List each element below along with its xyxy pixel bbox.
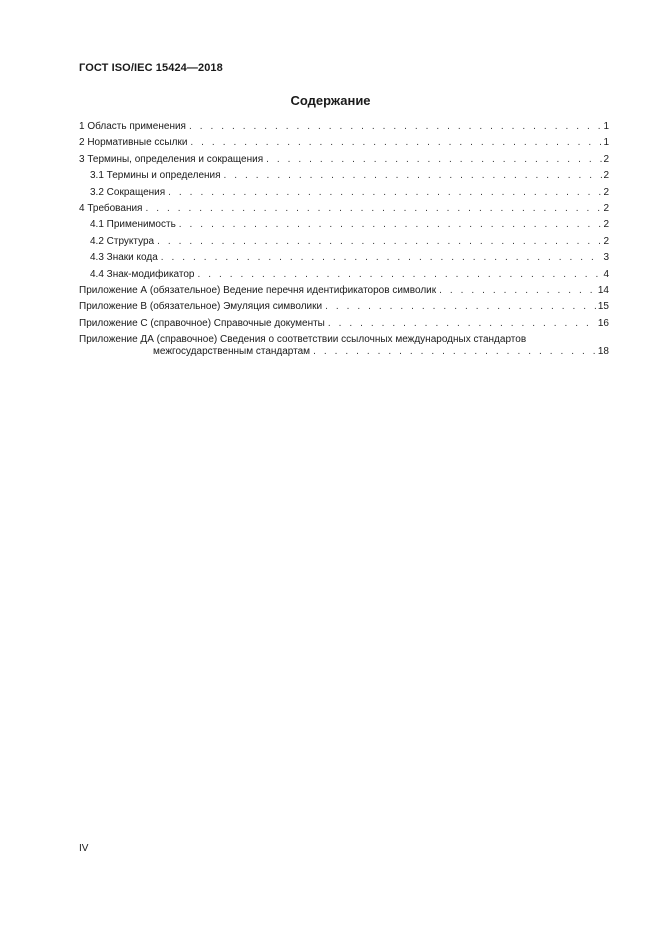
toc-subentry[interactable]	[79, 217, 609, 233]
toc-leader-dots	[157, 234, 602, 250]
table-of-contents	[79, 119, 609, 358]
toc-entry[interactable]	[79, 201, 609, 217]
toc-entry[interactable]	[79, 119, 609, 135]
toc-leader-dots	[145, 201, 602, 217]
toc-entry-page: 16	[597, 317, 609, 329]
toc-entry-label: 3.1 Термины и определения	[90, 170, 221, 182]
toc-entry-page: 2	[603, 235, 609, 247]
toc-entry-label: Приложение А (обязательное) Ведение перечня идентификаторов символик	[79, 284, 437, 296]
toc-entry-multiline[interactable]	[79, 332, 609, 358]
toc-leader-dots	[161, 250, 603, 266]
toc-entry-page: 15	[597, 301, 609, 313]
toc-leader-dots	[198, 267, 603, 283]
toc-leader-dots	[190, 135, 602, 151]
toc-leader-dots	[328, 316, 597, 332]
toc-leader-dots	[179, 217, 603, 233]
toc-leader-dots	[168, 185, 602, 201]
toc-entry-label: 4 Требования	[79, 202, 143, 214]
toc-entry-page: 4	[603, 268, 609, 280]
toc-entry[interactable]	[79, 299, 609, 315]
toc-entry-line	[79, 346, 609, 358]
toc-subentry[interactable]	[79, 267, 609, 283]
toc-entry-page: 2	[603, 202, 609, 214]
toc-entry-label: 4.2 Структура	[90, 235, 155, 247]
toc-entry-label: 3 Термины, определения и сокращения	[79, 153, 264, 165]
toc-entry-label: Приложение С (справочное) Справочные документы	[79, 317, 325, 329]
toc-leader-dots	[439, 283, 597, 299]
toc-entry[interactable]	[79, 135, 609, 151]
toc-entry-label: 3.2 Сокращения	[90, 186, 166, 198]
toc-leader-dots	[313, 346, 597, 358]
document-header: ГОСТ ISO/IEC 15424—2018	[79, 62, 223, 74]
toc-entry-label: 4.3 Знаки кода	[90, 252, 158, 264]
toc-entry-label: 1 Область применения	[79, 121, 186, 132]
page-number: IV	[79, 843, 89, 854]
toc-entry-page: 2	[603, 170, 609, 182]
toc-title: Содержание	[290, 93, 371, 108]
toc-entry-label: 2 Нормативные ссылки	[79, 137, 188, 149]
toc-entry-page: 3	[603, 252, 609, 264]
toc-entry-page: 18	[597, 346, 609, 358]
toc-entry[interactable]	[79, 316, 609, 332]
toc-entry-page: 1	[603, 121, 609, 132]
toc-subentry[interactable]	[79, 168, 609, 184]
toc-entry[interactable]	[79, 152, 609, 168]
toc-entry-page: 2	[603, 186, 609, 198]
toc-entry-label: 4.1 Применимость	[90, 219, 176, 231]
toc-leader-dots	[325, 299, 597, 315]
toc-subentry[interactable]	[79, 234, 609, 250]
toc-leader-dots	[189, 119, 602, 135]
toc-entry-page: 14	[597, 284, 609, 296]
toc-leader-dots	[224, 168, 603, 184]
toc-subentry[interactable]	[79, 250, 609, 266]
toc-entry-line	[79, 334, 609, 346]
toc-entry-label: Приложение ДА (справочное) Сведения о соответствии ссылочных международных стандартов	[79, 334, 527, 346]
toc-entry-page: 2	[603, 153, 609, 165]
toc-entry-page: 1	[603, 137, 609, 149]
toc-entry-label: 4.4 Знак-модификатор	[90, 268, 195, 280]
toc-entry-page: 2	[603, 219, 609, 231]
toc-entry-label: Приложение В (обязательное) Эмуляция символики	[79, 301, 323, 313]
toc-subentry[interactable]	[79, 185, 609, 201]
toc-entry-label-continued: межгосударственным стандартам	[153, 346, 311, 358]
toc-entry[interactable]	[79, 283, 609, 299]
toc-leader-dots	[266, 152, 602, 168]
